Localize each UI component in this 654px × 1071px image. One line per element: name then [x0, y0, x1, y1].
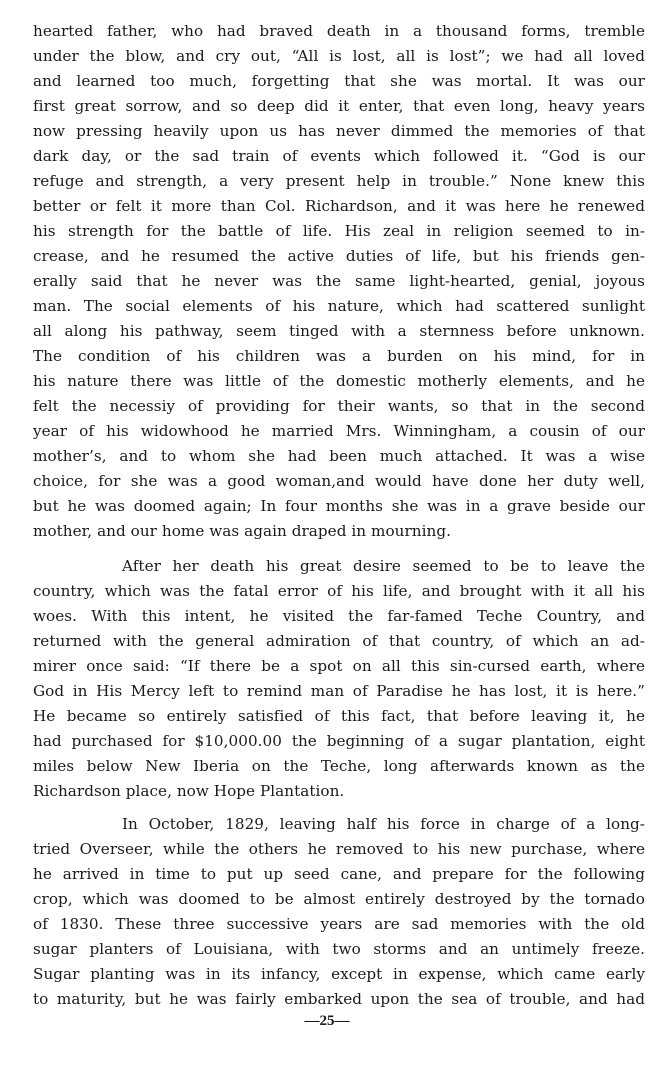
text-line: Sugar planting was in its infancy, except in expense, which came early	[33, 965, 645, 983]
text-line: better or felt it more than Col. Richardson, and it was here he renewed	[33, 197, 645, 215]
text-line: In October, 1829, leaving half his force in charge of a long-	[122, 815, 645, 833]
text-line: sugar planters of Louisiana, with two storms and an untimely freeze.	[33, 940, 645, 958]
text-line: crop, which was doomed to be almost entirely destroyed by the tornado	[33, 890, 645, 908]
text-line: man. The social elements of his nature, which had scattered sunlight	[33, 297, 645, 315]
text-line: his strength for the battle of life. His zeal in religion seemed to in-	[33, 222, 645, 240]
text-line: country, which was the fatal error of his life, and brought with it all his	[33, 582, 645, 600]
text-line: but he was doomed again; In four months she was in a grave beside our	[33, 497, 645, 515]
text-line: felt the necessiy of providing for their wants, so that in the second	[33, 397, 645, 415]
page-number: —25—	[304, 1013, 350, 1029]
text-line: his nature there was little of the domestic motherly elements, and he	[33, 372, 645, 390]
text-line: hearted father, who had braved death in a thousand forms, tremble	[33, 22, 645, 40]
text-line: Richardson place, now Hope Plantation.	[33, 782, 345, 800]
text-line: he arrived in time to put up seed cane, and prepare for the following	[33, 865, 645, 883]
text-line: mirer once said: “If there be a spot on all this sin-cursed earth, where	[33, 657, 645, 675]
text-line: erally said that he never was the same light-hearted, genial, joyous	[33, 272, 645, 290]
text-line: and learned too much, forgetting that she was mortal. It was our	[33, 72, 645, 90]
text-line: year of his widowhood he married Mrs. Winningham, a cousin of our	[33, 422, 645, 440]
text-line: woes. With this intent, he visited the far-famed Teche Country, and	[33, 607, 645, 625]
text-line: The condition of his children was a burden on his mind, for in	[33, 347, 645, 365]
text-line: He became so entirely satisfied of this fact, that before leaving it, he	[33, 707, 645, 725]
text-line: miles below New Iberia on the Teche, long afterwards known as the	[33, 757, 645, 775]
text-line: God in His Mercy left to remind man of Paradise he has lost, it is here.”	[33, 682, 645, 700]
text-line: to maturity, but he was fairly embarked upon the sea of trouble, and had	[33, 990, 645, 1008]
text-line: refuge and strength, a very present help in trouble.” None knew this	[33, 172, 645, 190]
text-line: first great sorrow, and so deep did it enter, that even long, heavy years	[33, 97, 645, 115]
text-line: had purchased for $10,000.00 the beginning of a sugar plantation, eight	[33, 732, 645, 750]
text-line: choice, for she was a good woman,and would have done her duty well,	[33, 472, 645, 490]
text-line: now pressing heavily upon us has never dimmed the memories of that	[33, 122, 645, 140]
text-line: crease, and he resumed the active duties of life, but his friends gen-	[33, 247, 645, 265]
text-line: mother, and our home was again draped in mourning.	[33, 522, 451, 540]
text-line: dark day, or the sad train of events which followed it. “God is our	[33, 147, 645, 165]
text-line: mother’s, and to whom she had been much attached. It was a wise	[33, 447, 645, 465]
text-line: of 1830. These three successive years are sad memories with the old	[33, 915, 645, 933]
text-line: under the blow, and cry out, “All is lost, all is lost”; we had all loved	[33, 47, 645, 65]
text-line: returned with the general admiration of that country, of which an ad-	[33, 632, 645, 650]
text-line: tried Overseer, while the others he removed to his new purchase, where	[33, 840, 645, 858]
text-line: After her death his great desire seemed to be to leave the	[122, 557, 645, 575]
text-line: all along his pathway, seem tinged with a sternness before unknown.	[33, 322, 645, 340]
